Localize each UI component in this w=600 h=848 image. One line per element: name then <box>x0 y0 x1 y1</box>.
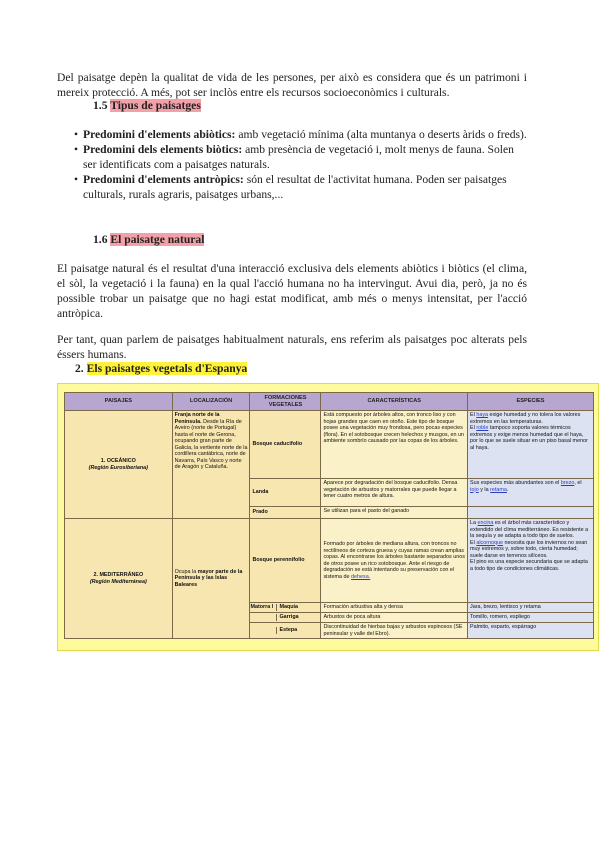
column-header: LOCALIZACIÓN <box>172 393 250 411</box>
characteristics-cell: Se utilizan para el pasto del ganado <box>321 507 468 519</box>
characteristics-cell: Formación arbustiva alta y densa <box>321 603 468 613</box>
matorral-cell <box>250 623 321 639</box>
characteristics-cell: Arbustos de poca altura <box>321 613 468 623</box>
region-cell-oceanico <box>65 411 173 519</box>
location-bold: Franja norte de la Península. <box>174 412 220 425</box>
species-cell <box>468 507 594 519</box>
characteristics-cell: Está compuesto por árboles altos, con tronco liso y con hojas grandes que caen en otoño. Este tipo de bosque posee una vegetación muy frondosa, pero pocas especies (flora). En el sotobosque crecen helechos y musgos, en un ambiente sombrío causado por las copas de los árboles. <box>321 411 468 479</box>
species-cell: La encina es el árbol más característico y extendido del clima mediterráneo. Es resistente a la sequía y se adapta a todo tipo de suelos. El alcornoque necesita que los inviernos no sean muy extremos y, sobre todo, cierta humedad; suele darse en terrenos silíceos. El pino es una especie secundaria que se adapta a todo tipo de condiciones climáticas. <box>468 519 594 603</box>
column-header: CARACTERÍSTICAS <box>321 393 468 411</box>
region-subtitle: (Región Eurosiberiana) <box>88 464 148 471</box>
column-header: ESPECIES <box>468 393 594 411</box>
vegetation-table <box>64 392 594 639</box>
matorral-subtype: Estepa <box>276 627 297 634</box>
section-heading-1-5 <box>93 99 201 112</box>
characteristics-cell: Aparece por degradación del bosque caducifolio. Densa vegetación de arbustos y matorrales que puede llegar a tener cuatro metros de altura. <box>321 479 468 507</box>
species-cell: Sus especies más abundantes son el brezo, el tojo y la retama. <box>468 479 594 507</box>
species-cell: Palmito, esparto, espárrago <box>468 623 594 639</box>
species-link[interactable]: haya <box>476 412 489 418</box>
bullet-term: Predomini d'elements abiòtics: <box>83 128 236 141</box>
bullet-text: amb vegetació mínima (alta muntanya o deserts àrids o freds). <box>235 128 527 141</box>
table-row <box>65 411 594 479</box>
matorral-label: Matorra l <box>250 604 274 611</box>
formation-cell: Bosque caducifolio <box>250 411 321 479</box>
bullet-text: són el resultat de l'activitat humana. Poden ser paisatges culturals, rurals agraris, paisatges urbans,... <box>83 173 507 201</box>
matorral-subtype: Maquia <box>276 604 298 611</box>
vegetation-table-image <box>57 383 599 651</box>
matorral-cell <box>250 613 321 623</box>
bullet-text: amb presència de vegetació i, molt menys de fauna. Solen ser identificats com a paisatges naturals. <box>83 143 514 171</box>
species-link[interactable]: retama <box>490 486 507 493</box>
list-item: • Predomini d'elements abiòtics: amb vegetació mínima (alta muntanya o deserts àrids o freds). <box>74 128 527 141</box>
species-link[interactable]: tojo <box>470 486 479 493</box>
dehesa-link[interactable]: dehesa. <box>351 573 371 580</box>
species-cell: Tomillo, romero, espliego <box>468 613 594 623</box>
matorral-cell <box>250 603 321 613</box>
formation-cell: Prado <box>250 507 321 519</box>
matorral-subtype: Garriga <box>276 614 298 621</box>
bullet-term: Predomini d'elements antròpics: <box>83 173 244 186</box>
species-cell: El haya exige humedad y no tolera los valores extremos en las temperaturas. El roble tampoco soporta valores térmicos extremos y exige menos humedad que el haya, por lo que se suele situar en un piso basal menor al haya. <box>468 411 594 479</box>
formation-cell: Bosque perennifolio <box>250 519 321 603</box>
characteristics-cell: Discontinuidad de hierbas bajas y arbustos espinosos (SE peninsular y valle del Ebro). <box>321 623 468 639</box>
natural-landscape-paragraph: El paisatge natural és el resultat d'una interacció exclusiva dels elements abiòtics i biòtics (el clima, el sòl, la vegetació i la fauna) en la qual l'acció humana no ha intervingut. Avui dia, però, ja no és possible trobar un paisatge que no hagi estat modificat, amb més o menys intensitat, per l'acció antròpica. <box>57 262 527 320</box>
table-row <box>65 519 594 603</box>
species-link[interactable]: roble <box>476 425 489 431</box>
section-heading-1-6 <box>93 233 204 246</box>
region-name: 2. MEDITERRÁNEO <box>93 572 144 578</box>
region-subtitle: (Región Mediterránea) <box>89 578 147 585</box>
section-number: 2. <box>75 362 84 375</box>
region-cell-mediterraneo <box>65 519 173 639</box>
location-cell-mediterraneo: Ocupa la mayor parte de la Península y las Islas Baleares <box>172 519 250 639</box>
section-heading-2 <box>75 362 247 375</box>
species-link[interactable]: brezo <box>560 480 575 486</box>
section-title: Tipus de paisatges <box>110 99 201 112</box>
list-item: • Predomini dels elements biòtics: amb presència de vegetació i, molt menys de fauna. Solen ser identificats com a paisatges naturals. <box>74 143 514 171</box>
location-cell-oceanico <box>172 411 250 519</box>
characteristics-cell: Formado por árboles de mediana altura, con troncos no rectilíneos de corteza gruesa y cuyas ramas crean amplias copas. Al encontrarse los árboles bastante separados unos de otros posee un rico sotobosque. Ante el riesgo de degradación se está intentando su preservación con el sistema de dehesa. <box>321 519 468 603</box>
location-bold: mayor parte de la Península y las Islas Baleares <box>174 568 243 588</box>
column-header: PAISAJES <box>65 393 173 411</box>
section-number: 1.5 <box>93 99 108 112</box>
bullet-term: Predomini dels elements biòtics: <box>83 143 243 156</box>
species-link[interactable]: encina <box>477 520 494 526</box>
intro-paragraph: Del paisatge depèn la qualitat de vida de les persones, per això es considera que és un patrimoni i mereix protecció. A més, pot ser inclòs entre els recursos socioeconòmics i culturals. <box>57 71 527 99</box>
region-name: 1. OCEÁNICO <box>100 458 136 464</box>
list-item: • Predomini d'elements antròpics: són el resultat de l'activitat humana. Poden ser paisatges culturals, rurals agraris, paisatges urbans,... <box>74 173 507 201</box>
section-title: El paisatge natural <box>110 233 205 246</box>
landscape-types-list <box>57 127 527 202</box>
species-link[interactable]: alcornoque <box>476 539 504 546</box>
formation-cell: Landa <box>250 479 321 507</box>
species-cell: Jara, brezo, lentisco y retama <box>468 603 594 613</box>
section-number: 1.6 <box>93 233 108 246</box>
conclusion-paragraph: Per tant, quan parlem de paisatges habitualment naturals, ens referim als paisatges poc alterats pels éssers humans. <box>57 333 527 361</box>
location-text: Desde la Ría de Aveiro (norte de Portugal) hasta el norte de Gerona, ocupando gran parte de Galicia, la vertiente norte de la cordillera cantábrica, norte de Navarra, País Vasco y norte de Aragón y Cataluña. <box>174 418 248 470</box>
column-header: FORMACIONES VEGETALES <box>250 393 321 411</box>
section-title: Els paisatges vegetals d'Espanya <box>86 362 248 375</box>
